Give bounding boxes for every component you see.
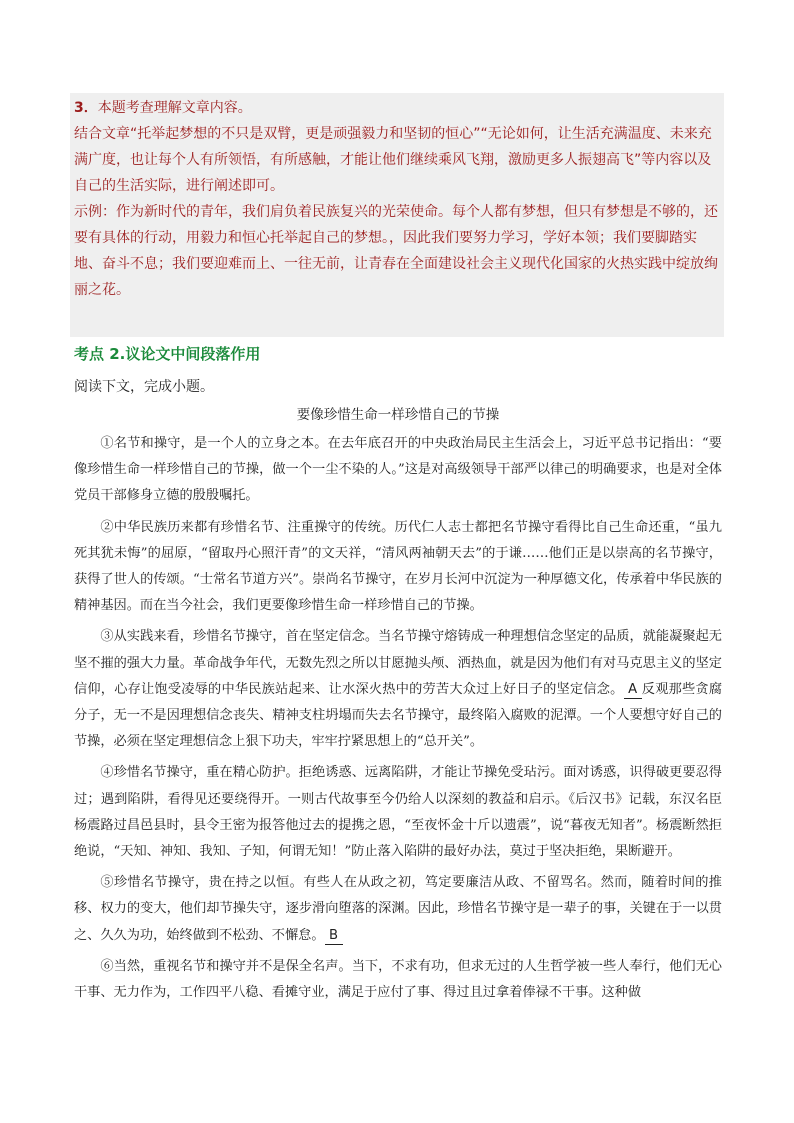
answer-line: 结合文章“托举起梦想的不只是双臂，更是顽强毅力和坚韧的恒心”“无论如何，让生活充满温度、未来充满广度，也让每个人有所领悟，有所感触，才能让他们继续乘风飞翔，激励更多人振翅高飞”等内容以及自己的生活实际，进行阐述即可。 xyxy=(74,126,712,194)
article xyxy=(74,403,722,1011)
article-paragraph-4: ④珍惜名节操守，重在精心防护。拒绝诱惑、远离陷阱，才能让节操免受玷污。面对诱惑，识得破更要忍得过；遇到陷阱，看得见还要绕得开。一则古代故事至今仍给人以深刻的教益和启示。《后汉书》记载，东汉名臣杨震路过昌邑县时，县令王密为报答他过去的提携之恩，“至夜怀金十斤以遗震”，说“暮夜无知者”。杨震断然拒绝说，“天知、神知、我知、子知，何谓无知！”防止落入陷阱的最好办法，莫过于坚决拒绝，果断避开。 xyxy=(74,765,722,860)
answer-number: 3． xyxy=(74,100,98,116)
article-paragraph-2: ②中华民族历来都有珍惜名节、注重操守的传统。历代仁人志士都把名节操守看得比自己生命还重，“虽九死其犹未悔”的屈原，“留取丹心照汗青”的文天祥，“清风两袖朝天去”的于谦……他们正是以崇高的名节操守，获得了世人的传颂。“士常名节道方兴”。崇尚名节操守，在岁月长河中沉淀为一种厚德文化，传承着中华民族的精神基因。而在当今社会，我们更要像珍惜生命一样珍惜自己的节操。 xyxy=(74,519,722,614)
paragraph-3-part-a: ③从实践来看，珍惜名节操守，首在坚定信念。当名节操守熔铸成一种理想信念坚定的品质，就能凝聚起无坚不摧的强大力量。革命战争年代，无数先烈之所以甘愿抛头颅、洒热血，就是因为他们有对马克思主义的坚定信仰，心存让饱受凌辱的中华民族站起来、让水深火热中的劳苦大众过上好日子的坚定信念。 xyxy=(74,629,722,697)
article-paragraph-1: ①名节和操守，是一个人的立身之本。在去年底召开的中央政治局民主生活会上，习近平总书记指出：“要像珍惜生命一样珍惜自己的节操，做一个一尘不染的人。”这是对高级领导干部严以律己的明确要求，也是对全体党员干部修身立德的殷殷嘱托。 xyxy=(74,436,722,504)
article-paragraph-6: ⑥当然，重视名节和操守并不是保全名声。当下，不求有功，但求无过的人生哲学被一些人奉行，他们无心干事、无力作为，工作四平八稳、看摊守业，满足于应付了事、得过且过拿着俸禄不干事。这种做 xyxy=(74,958,722,1001)
blank-b: B xyxy=(325,928,343,945)
answer-intro-text: 本题考查理解文章内容。 xyxy=(97,100,252,116)
answer-example: 示例：作为新时代的青年，我们肩负着民族复兴的光荣使命。每个人都有梦想，但只有梦想是不够的，还要有具体的行动，用毅力和恒心托举起自己的梦想。，因此我们要努力学习，学好本领；我们要脚踏实地、奋斗不息；我们要迎难而上、一往无前，让青春在全面建设社会主义现代化国家的火热实践中绽放绚丽之花。 xyxy=(74,204,718,298)
answer-intro xyxy=(74,95,720,121)
paragraph-3-part-b: 反观那些贪腐分子，无一不是因理想信念丧失、精神支柱坍塌而失去名节操守，最终陷入腐败的泥潭。一个人要想守好自己的节操，必须在坚定理想信念上狠下功夫，牢牢拧紧思想上的“总开关”。 xyxy=(74,681,723,750)
article-paragraph-3 xyxy=(74,624,722,755)
blank-a: A xyxy=(624,682,642,699)
paragraph-5-text: ⑤珍惜名节操守，贵在持之以恒。有些人在从政之初，笃定要廉洁从政、不留骂名。然而，随着时间的推移、权力的变大，他们却节操失守，逐步滑向堕落的深渊。因此，珍惜名节操守是一辈子的事，关键在于一以贯之、久久为功，始终做到不松劲、不懈怠。 xyxy=(74,875,722,943)
section-title: 考点 2.议论文中间段落作用 xyxy=(74,345,261,363)
article-title: 要像珍惜生命一样珍惜自己的节操 xyxy=(296,407,500,423)
reading-instruction: 阅读下文，完成小题。 xyxy=(74,379,214,395)
answer-explanation-box xyxy=(70,93,724,337)
article-paragraph-5 xyxy=(74,870,722,949)
